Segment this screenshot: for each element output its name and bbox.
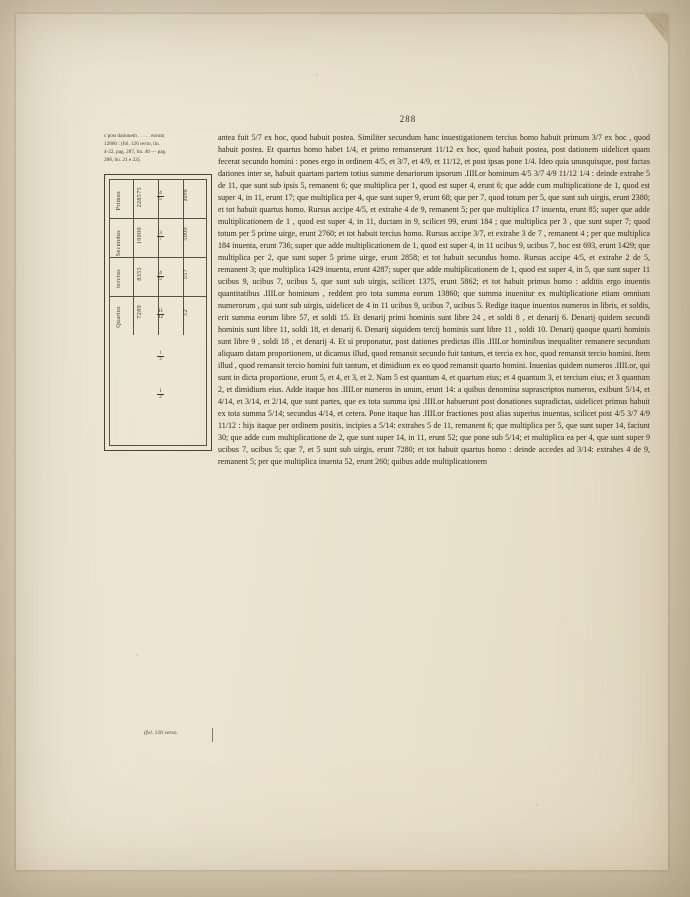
caption-rule bbox=[212, 728, 213, 742]
figure-note-3: 52 bbox=[183, 309, 189, 316]
figure-value-3: 7289 bbox=[137, 305, 143, 319]
figure-col-label-0: Primus bbox=[116, 191, 122, 211]
page-number bbox=[16, 114, 668, 124]
figure-fraction-2: 4 9 bbox=[157, 271, 164, 283]
figure-value-2: 8355 bbox=[137, 267, 143, 281]
figure-value-0: 228575 bbox=[137, 187, 143, 208]
marginal-note bbox=[104, 132, 210, 164]
page-number-value: 288 bbox=[399, 114, 417, 124]
corner-hatch-icon bbox=[648, 17, 666, 39]
marginal-note-line-4: 288, lin. 21 e 22). bbox=[104, 157, 141, 164]
marginal-figure-table bbox=[104, 174, 212, 451]
main-text-column bbox=[218, 132, 650, 468]
figure-fraction-1: 3 7 bbox=[157, 231, 164, 243]
body-text: antea fuit 5/7 ex hoc, quod habuit postea. Similiter secundum hanc inuestigationem tercius homo habuit primum 3/7 ex hoc , quod habuit postea. Et quartus homo habet 1/4, et primo remanserunt 11/12 ex hoc, quod habuit postea, post dationem uidelicet quam fecerat secundo homini : pones ergo in ordinem 4/5, et 3/7, et 4/9, et 11/12, et post ipsas pone 1/4. Ideo quia unusquisque, post factas dationes inter se, habuit quartam partem totius summe denariorum ipsorum .IIII.or hominum 4/5 3/7 4/9 11/12 1/4 : deinde extrahe 5 de 11, que sunt sub ipsis 5, remanent 6; que multiplica per 1, quod est super 4, erunt 6; que adde cum multiplicatione de 1, quod est super 4, in 11, erunt 17; que multiplica per 4, que sunt super 9, erunt 68; que per 7, quod totum per 5, que sunt sub uirgis, erunt 2380; et tot habuit quartus homo. Rursus accipe 4/5, et extrahe 4 de 9, remanent 5; per que multiplica 17 inuenta, erunt 85; super que adde multiplicationem de 1 , quod est super 4, in 11, ductam in 9, scilicet 99, erunt 184 ; que multiplica per 3 , que sunt super 7; quod totum per 5 prime uirge, erunt 2760; et tot habuit tercius homo. Rursus accipe 3/7, et extrahe 3 de 7 , remanent 4 ; per que multiplica 184 inuenta, erunt 736; super que adde multiplicationem de 1, quod est super 4, in 11 ucibus 9, ucibus 7, hoc est 693, erunt 1429; que multiplica per 2, que sunt super 5 prime uirge, erunt 2858; et tot habuit secundus homo. Rursus accipe 4/5, et extrahe 2 de 5, remanent 3; que multiplica 1429 inuenta, erunt 4287; super que adde multiplicationem de 1, quod est super 4, in 5, que sunt super 11 ucibus 9, ucibus 7, ucibus 5, que sunt sub uirgis, scilicet 1375, erunt 5862; et tot habuit primus homo : additis ergo inuentis quantitatibus .IIII.or hominum , reddent pro tota summa eorum 13860; que summa inuenitur ex multiplicatione etiam omnium numerorum , qui sunt sub uirgis, uidelicet de 4 in 11 ucibus 9, ucibus 7, ucibus 5. Redige itaque inuentos numeros in libris, et soldis, erit summa eorum libre 57, et soldi 15. Et denarij primi hominis sunt libre 24 , et soldi 8 , et denarij 6. Denarij quidem secundi hominis sunt libre 11, soldi 18, et denarij 6. Denarij siquidem tercij hominis sunt libre 11 , soldi 10. Denarij quoque quarti hominis sunt libre 9 , soldi 18 , et denarij 4. Et si proponatur, post dationes predictas illis .IIII.or hominibus inequaliter remanere secundum aliquam datam proportionem, ut dicamus illud, quod remansit secundo fuit tantum, et tercia ex hoc, quod remansit tercio homini. Item illud , quod remansit tercio homini fuit tantum, et dimidium ex eo quod remansit quarto homini. Inuenias quidem numeros .IIII.or, qui sunt in dicta proportione, erunt 5, et 4, et 3, et 2. Nam 5 est quantum 4, et quartum eius; et 4 quantum 3, et tercium eius; et 3 quantum 2, et dimidium eius. Adde itaque hos .IIII.or numeros in unum, erunt 14: a quibus denomina suprascriptos numeros, exibunt 5/14, et 4/14, et 3/14, et 2/14, que sunt partes, que ex tota summa ipsi .IIII.or habuerunt post donationes supradictas, uidelicet primus habuit ex tota summa 5/14; secundus 4/14, et cetera. Pone itaque has .IIII.or fractiones post alias superius inuentas, scilicet post 4/5 3/7 4/9 11/12 : hijs itaque per ordinem positis, incipies a 5/14: extrahes 5 de 11, remanent 6; que multiplica per 5, que sunt super 14, faciunt 30; que adde cum multiplicatione de 2, que sunt super 14, in 11, erunt 52; que pone sub 5/14; et multiplica ea per 4, que sunt super 9 ucibus 7, ucibus 5; que 7, et 5 sunt sub uirgis, erunt 7280; et tot habuit quartus homo : deinde accedes ad 3/14: extrahes 4 de 9, remanent 5; per que multiplica inuenta 52, erunt 260; quibus adde multiplicationem bbox=[218, 133, 650, 467]
figure-note-0: zero bbox=[183, 189, 189, 201]
marginal-note-line-3: 4-22, pag. 287, lin. 40 — pag. bbox=[104, 149, 167, 156]
figure-col-label-3: Quartus bbox=[116, 306, 122, 328]
figure-value-1: 10000 bbox=[137, 227, 143, 244]
body-paragraph bbox=[218, 132, 650, 468]
figure-fraction-0: 4 5 bbox=[157, 191, 164, 203]
figure-fraction-5: 1 2 bbox=[157, 389, 164, 401]
figure-col-label-1: Secundus bbox=[116, 230, 122, 257]
figure-col-label-2: tercius bbox=[116, 269, 122, 288]
page-corner-fold bbox=[644, 14, 668, 44]
figure-note-1: 5000 bbox=[183, 227, 189, 241]
marginal-note-line-1: c post dationem . . . . . eorum bbox=[104, 133, 165, 139]
folio-caption: (fol. 126 verso. bbox=[144, 730, 178, 736]
figure-fraction-4: 1 4 bbox=[157, 351, 164, 363]
book-leaf bbox=[16, 14, 668, 870]
marginal-note-line-2: 12860 : (fol. 126 recto, lin. bbox=[104, 141, 160, 148]
figure-fraction-3: 11 12 bbox=[157, 308, 164, 321]
figure-note-2: 557 bbox=[183, 269, 189, 280]
